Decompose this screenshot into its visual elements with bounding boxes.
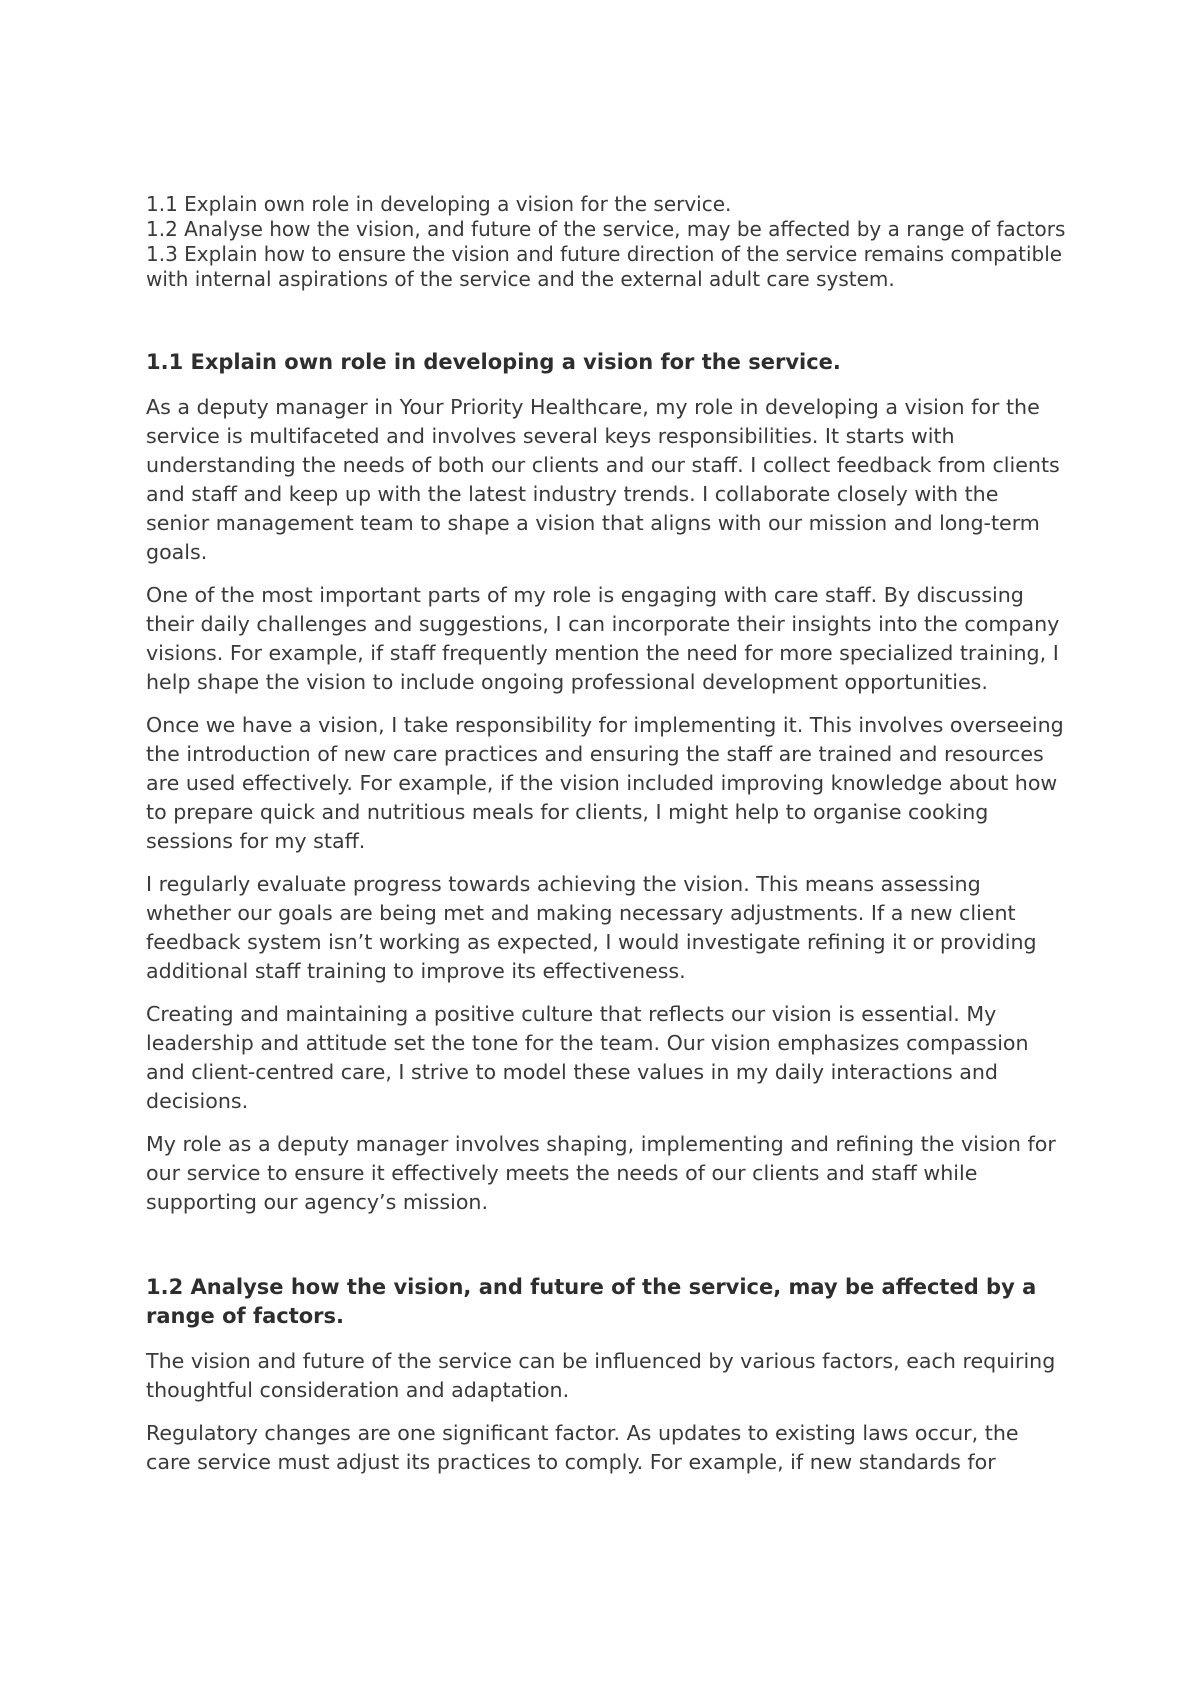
- outline-item-1-2: 1.2 Analyse how the vision, and future of the service, may be affected by a range of factors: [146, 217, 1066, 241]
- task-outline: [146, 192, 1066, 292]
- outline-item-1-3: 1.3 Explain how to ensure the vision and future direction of the service remains compatible with internal aspirations of the service and the external adult care system.: [146, 242, 1063, 291]
- section-1-1-paragraph: Once we have a vision, I take responsibility for implementing it. This involves overseeing the introduction of new care practices and ensuring the staff are trained and resources are used effectively. For example, if the vision included improving knowledge about how to prepare quick and nutritious meals for clients, I might help to organise cooking sessions for my staff.: [146, 713, 1064, 853]
- section-1-1-heading: 1.1 Explain own role in developing a vision for the service.: [146, 350, 841, 374]
- section-1-1-paragraph: One of the most important parts of my role is engaging with care staff. By discussing their daily challenges and suggestions, I can incorporate their insights into the company visions. For example, if staff frequently mention the need for more specialized training, I help shape the vision to include ongoing professional development opportunities.: [146, 583, 1060, 694]
- section-1-1-paragraph: My role as a deputy manager involves shaping, implementing and refining the vision for our service to ensure it effectively meets the needs of our clients and staff while supporting our agency’s mission.: [146, 1132, 1056, 1214]
- section-1-2-paragraph: Regulatory changes are one significant factor. As updates to existing laws occur, the care service must adjust its practices to comply. For example, if new standards for: [146, 1421, 1019, 1474]
- section-1-1-paragraph: I regularly evaluate progress towards achieving the vision. This means assessing whether our goals are being met and making necessary adjustments. If a new client feedback system isn’t working as expected, I would investigate refining it or providing additional staff training to improve its effectiveness.: [146, 872, 1037, 983]
- section-1-2-paragraph: The vision and future of the service can be influenced by various factors, each requiring thoughtful consideration and adaptation.: [146, 1349, 1056, 1402]
- section-1-2-heading: 1.2 Analyse how the vision, and future of the service, may be affected by a range of factors.: [146, 1275, 1037, 1328]
- outline-item-1-1: 1.1 Explain own role in developing a vision for the service.: [146, 192, 732, 216]
- document-page: [146, 192, 1066, 1491]
- section-1-1-paragraph: Creating and maintaining a positive culture that reflects our vision is essential. My leadership and attitude set the tone for the team. Our vision emphasizes compassion and client-centred care, I strive to model these values in my daily interactions and decisions.: [146, 1002, 1029, 1113]
- section-1-1-paragraph: As a deputy manager in Your Priority Healthcare, my role in developing a vision for the service is multifaceted and involves several keys responsibilities. It starts with understanding the needs of both our clients and our staff. I collect feedback from clients and staff and keep up with the latest industry trends. I collaborate closely with the senior management team to shape a vision that aligns with our mission and long-term goals.: [146, 395, 1060, 564]
